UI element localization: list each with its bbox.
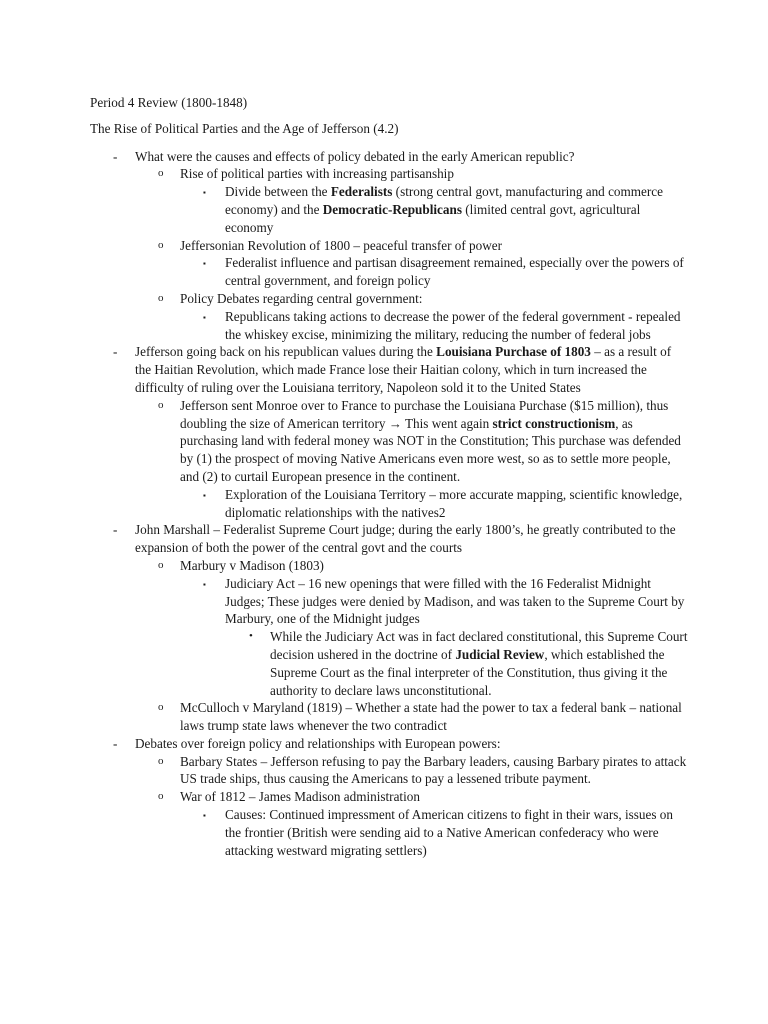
square-marker: ▪ xyxy=(203,490,206,500)
item-text: Debates over foreign policy and relationships with European powers: xyxy=(135,735,501,751)
dash-marker: - xyxy=(113,344,118,360)
circle-marker: o xyxy=(158,701,164,714)
outline-item xyxy=(90,699,688,735)
circle-marker: o xyxy=(158,167,164,180)
dash-marker: - xyxy=(113,522,118,538)
bold-term: Federalists xyxy=(330,184,393,200)
item-text: Barbary States – Jefferson refusing to pay the Barbary leaders, causing Barbary pirates to attack US trade ships, thus causing the Americans to pay a lessened tribute payment. xyxy=(180,753,687,787)
item-text: Judiciary Act – 16 new openings that were filled with the 16 Federalist Midnight Judges; These judges were denied by Madison, and was taken to the Supreme Court by Marbury, one of the Midnight judges xyxy=(225,575,685,627)
square-marker: ▪ xyxy=(203,312,206,322)
section-heading: The Rise of Political Parties and the Age of Jefferson (4.2) xyxy=(90,120,399,136)
outline-item xyxy=(90,397,688,486)
outline-item xyxy=(90,290,688,308)
item-text xyxy=(270,628,688,699)
outline-item xyxy=(90,343,688,396)
square-marker: ▪ xyxy=(203,579,206,589)
text-run: (strong central govt, manufacturing and commerce economy) and the xyxy=(225,184,663,217)
item-text: Policy Debates regarding central government: xyxy=(180,290,423,306)
square-marker: ▪ xyxy=(203,259,206,269)
item-text: Exploration of the Louisiana Territory – more accurate mapping, scientific knowledge, diplomatic relationships with the natives2 xyxy=(225,486,683,520)
outline-item xyxy=(90,628,688,699)
item-text xyxy=(180,397,688,486)
item-text: John Marshall – Federalist Supreme Court judge; during the early 1800’s, he greatly contributed to the expansion of both the power of the central govt and the courts xyxy=(135,522,676,556)
circle-marker: o xyxy=(158,754,164,767)
outline-item xyxy=(90,254,688,290)
outline-item xyxy=(90,788,688,806)
bold-term: strict constructionism xyxy=(492,415,616,431)
outline-item xyxy=(90,753,688,789)
item-text xyxy=(135,343,688,396)
bold-term: Judicial Review xyxy=(455,646,545,662)
circle-marker: o xyxy=(158,790,164,803)
outline-item xyxy=(90,308,688,344)
outline-item xyxy=(90,165,688,183)
dash-marker: - xyxy=(113,148,118,164)
outline-item xyxy=(90,183,688,236)
dash-marker: - xyxy=(113,735,118,751)
outline-item xyxy=(90,521,688,557)
text-run: , as purchasing land with federal money was NOT in the Constitution; This purchase was defended by (1) the prospect of moving Native Americans even more west, so as to settle more people, and (2) to curtail European presence in the continent. xyxy=(180,415,681,484)
text-run: Divide between the xyxy=(225,184,331,200)
item-text: Rise of political parties with increasing partisanship xyxy=(180,166,454,182)
bullet-marker: • xyxy=(249,630,253,643)
item-text: War of 1812 – James Madison administration xyxy=(180,789,420,805)
item-text xyxy=(225,183,688,236)
square-marker: ▪ xyxy=(203,811,206,821)
outline-item xyxy=(90,806,688,859)
outline-item xyxy=(90,148,688,166)
item-text: Republicans taking actions to decrease the power of the federal government - repealed the whiskey excise, minimizing the military, reducing the number of federal jobs xyxy=(225,308,681,342)
outline-item xyxy=(90,237,688,255)
square-marker: ▪ xyxy=(203,188,206,198)
text-run: , which established the Supreme Court as the final interpreter of the Constitution, thus giving it the authority to declare laws unconstitutional. xyxy=(270,646,668,698)
outline-item xyxy=(90,575,688,628)
item-text: Marbury v Madison (1803) xyxy=(180,557,324,573)
item-text: McCulloch v Maryland (1819) – Whether a state had the power to tax a federal bank – national laws trump state laws whenever the two contradict xyxy=(180,700,682,734)
page-title: Period 4 Review (1800-1848) xyxy=(90,95,248,110)
circle-marker: o xyxy=(158,398,164,411)
outline-item xyxy=(90,486,688,522)
outline-item xyxy=(90,557,688,575)
bold-term: Democratic-Republicans xyxy=(322,201,462,217)
circle-marker: o xyxy=(158,238,164,251)
item-text: Jeffersonian Revolution of 1800 – peaceful transfer of power xyxy=(180,237,503,253)
outline-item xyxy=(90,735,688,753)
circle-marker: o xyxy=(158,291,164,304)
text-run: Jefferson sent Monroe over to France to purchase the Louisiana Purchase ($15 million), thus doubling the size of American territory → This went again xyxy=(180,397,669,431)
circle-marker: o xyxy=(158,558,164,571)
text-run: – as a result of the Haitian Revolution, which made France lose their Haitian colony, which in turn increased the difficulty of ruling over the Louisiana territory, Napoleon sold it to the United States xyxy=(135,344,672,395)
text-run: While the Judiciary Act was in fact declared constitutional, this Supreme Court decision ushered in the doctrine of xyxy=(270,629,688,662)
bold-term: Louisiana Purchase of 1803 xyxy=(436,344,591,360)
item-text: Federalist influence and partisan disagreement remained, especially over the powers of central government, and foreign policy xyxy=(225,255,684,289)
text-run: Jefferson going back on his republican values during the xyxy=(135,344,437,360)
item-text: What were the causes and effects of policy debated in the early American republic? xyxy=(135,148,575,164)
text-run: (limited central govt, agricultural economy xyxy=(225,201,641,235)
item-text: Causes: Continued impressment of American citizens to fight in their wars, issues on the frontier (British were sending aid to a Native American confederacy who were attacking westward migrating settlers) xyxy=(225,807,673,858)
